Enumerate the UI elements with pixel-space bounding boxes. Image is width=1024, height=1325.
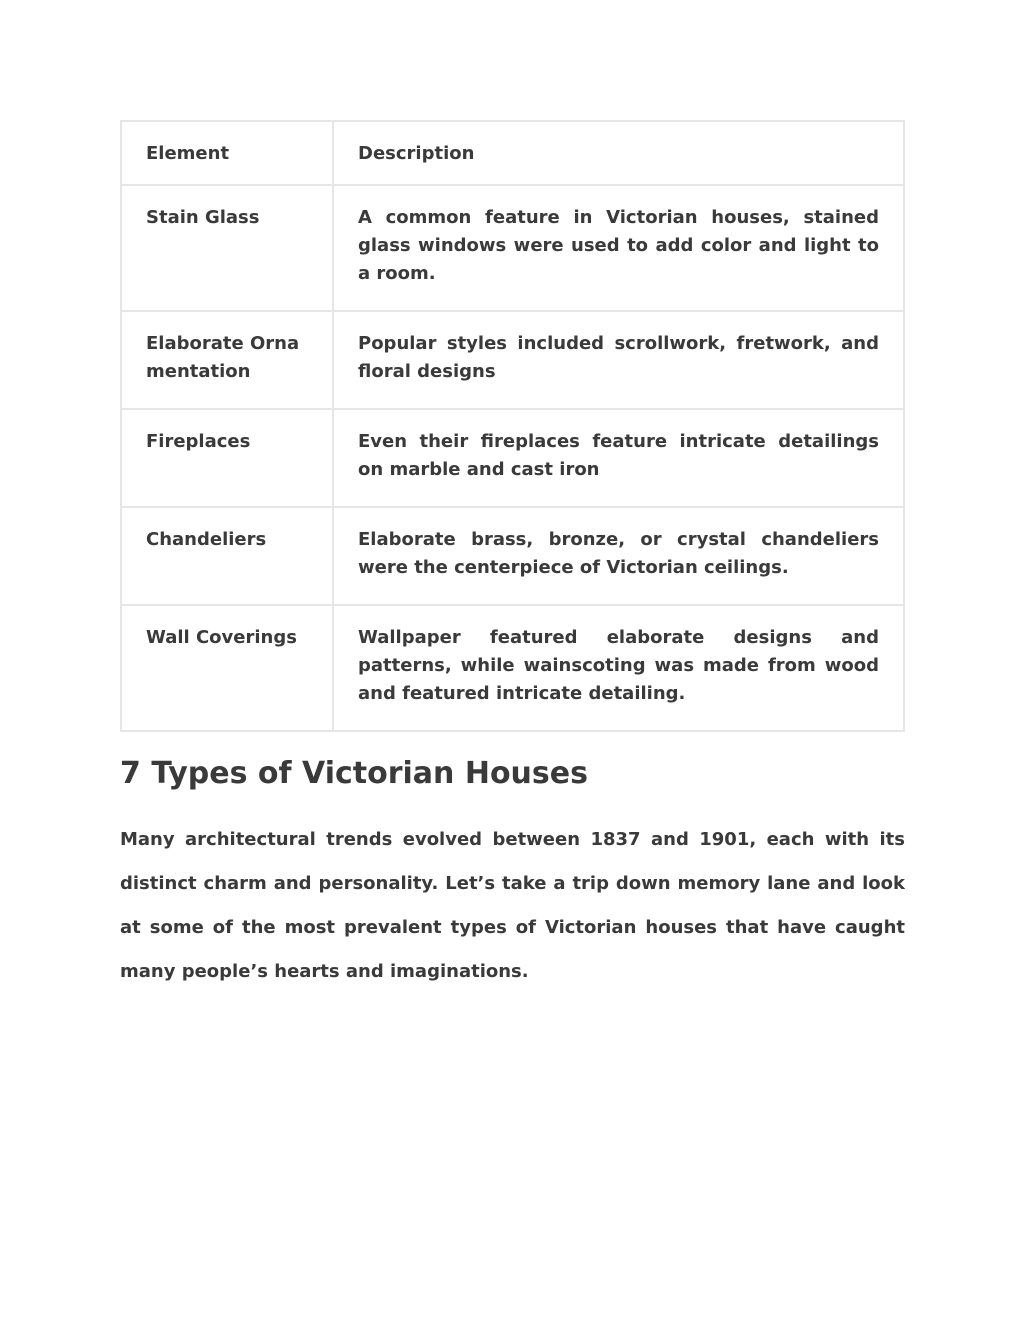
row-element-cell: Chandeliers	[121, 507, 333, 605]
row-element-cell: Stain Glass	[121, 185, 333, 311]
row-description-cell: Wallpaper featured elaborate designs and patterns, while wainscoting was made from wood and featured intricate detailing.	[333, 605, 904, 731]
table-row	[121, 507, 904, 605]
row-element-cell: Elaborate Ornamentation	[121, 311, 333, 409]
row-element-cell: Wall Coverings	[121, 605, 333, 731]
header-description: Description	[333, 121, 904, 185]
header-element: Element	[121, 121, 333, 185]
row-element-cell: Fireplaces	[121, 409, 333, 507]
victorian-elements-table	[120, 120, 905, 732]
table-row	[121, 311, 904, 409]
document-page	[120, 120, 905, 994]
row-description-cell: Elaborate brass, bronze, or crystal chandeliers were the centerpiece of Victorian ceilings.	[333, 507, 904, 605]
row-description-cell: A common feature in Victorian houses, stained glass windows were used to add color and light to a room.	[333, 185, 904, 311]
table-row	[121, 409, 904, 507]
table-row	[121, 185, 904, 311]
row-description-cell: Even their fireplaces feature intricate detailings on marble and cast iron	[333, 409, 904, 507]
row-description-cell: Popular styles included scrollwork, fretwork, and floral designs	[333, 311, 904, 409]
table-header-row	[121, 121, 904, 185]
intro-paragraph: Many architectural trends evolved between 1837 and 1901, each with its distinct charm and personality. Let’s take a trip down memory lane and look at some of the most prevalent types of Victorian houses that have caught many people’s hearts and imaginations.	[120, 829, 905, 982]
table-row	[121, 605, 904, 731]
section-heading: 7 Types of Victorian Houses	[120, 756, 588, 791]
